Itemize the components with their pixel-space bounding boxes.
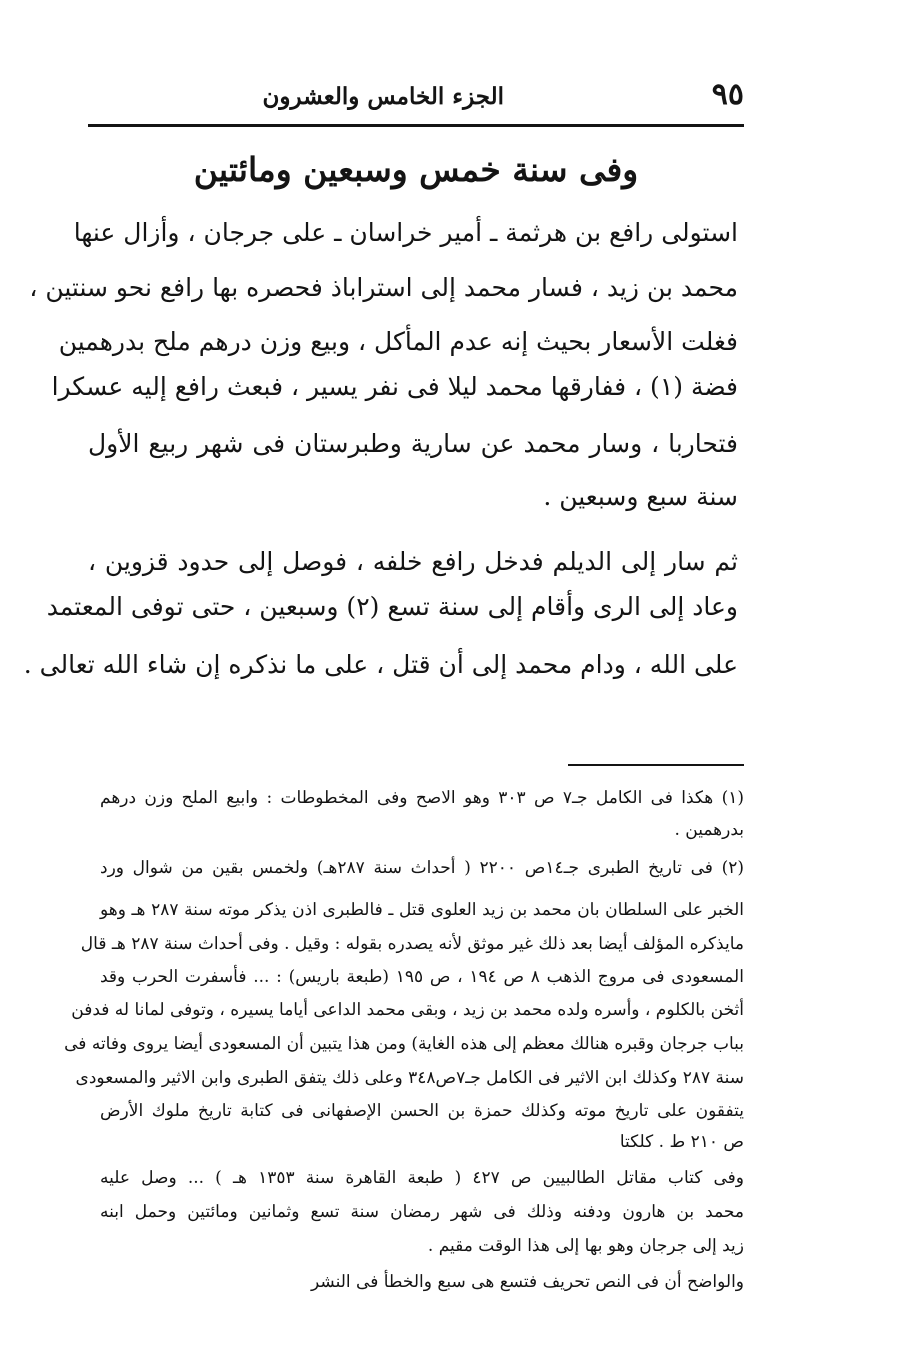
body-line: ثم سار إلى الديلم فدخل رافع خلفه ، فوصل إلى حدود قزوين ، [88,547,738,576]
footnote-line: سنة ٢٨٧ وكذلك ابن الاثير فى الكامل جـ٧ص٣٤٨ وعلى ذلك يتفق الطبرى وابن الاثير والمسعودى [75,1068,744,1088]
footnote-divider [568,764,744,766]
footnote-line: مايذكره المؤلف أيضا بعد ذلك غير موثق لأنه يصدره بقوله : وقيل . وفى أحداث سنة ٢٨٧ هـ قال [80,934,744,954]
page-header [88,78,744,118]
body-line: فضة (١) ، ففارقها محمد ليلا فى نفر يسير ، فبعث رافع إليه عسكرا [51,372,738,401]
running-title: الجزء الخامس والعشرون [262,83,504,110]
footnote-line: والواضح أن فى النص تحريف فتسع هى سبع والخطأ فى النشر [311,1272,744,1292]
body-line: على الله ، ودام محمد إلى أن قتل ، على ما نذكره إن شاء الله تعالى . [23,650,738,679]
footnote-line: المسعودى فى مروج الذهب ٨ ص ١٩٤ ، ص ١٩٥ (طبعة باريس) : ... فأسفرت الحرب وقد [100,967,744,987]
footnote-line: الخبر على السلطان بان محمد بن زيد العلوى قتل ـ فالطبرى اذن يذكر موته سنة ٢٨٧ هـ وهو [100,900,744,920]
body-line: محمد بن زيد ، فسار محمد إلى استراباذ فحصره بها رافع نحو سنتين ، [29,273,738,302]
footnote-line: زيد إلى جرجان وهو بها إلى هذا الوقت مقيم . [427,1236,744,1256]
footnote-line: (١) هكذا فى الكامل جـ٧ ص ٣٠٣ وهو الاصح وفى المخطوطات : وابيع الملح وزن درهم [100,788,744,808]
footnote-line: بدرهمين . [674,820,744,840]
page-number: ٩٥ [711,77,744,112]
footnote-line: وفى كتاب مقاتل الطالبيين ص ٤٢٧ ( طبعة القاهرة سنة ١٣٥٣ هـ ) ... وصل عليه [100,1168,744,1188]
footnote-line: (٢) فى تاريخ الطبرى جـ١٤ص ٢٢٠٠ ( أحداث سنة ٢٨٧هـ) ولخمس بقين من شوال ورد [100,858,744,878]
body-line: استولى رافع بن هرثمة ـ أمير خراسان ـ على جرجان ، وأزال عنها [73,218,738,247]
footnote-line: محمد بن هارون ودفنه وذلك فى شهر رمضان سنة تسع وثمانين ومائتين وحمل ابنه [100,1202,744,1222]
footnote-line: أثخن بالكلوم ، وأسره ولده محمد بن زيد ، وبقى محمد الداعى أياما يسيره ، وتوفى لمانا له فدفن [71,1000,744,1020]
body-line: وعاد إلى الرى وأقام إلى سنة تسع (٢) وسبعين ، حتى توفى المعتمد [46,592,738,621]
footnote-line: يتفقون على تاريخ موته وكذلك حمزة بن الحسن الإصفهانى فى كتابة تاريخ ملوك الأرض [100,1101,744,1121]
body-line: سنة سبع وسبعين . [543,482,738,511]
body-line: فغلت الأسعار بحيث إنه عدم المأكل ، وبيع وزن درهم ملح بدرهمين [58,327,738,356]
footnote-line: ص ٢١٠ ط . كلكتا [619,1132,744,1152]
footnote-line: بباب جرجان وقبره هنالك معظم إلى هذه الغاية) ومن هذا يتبين أن المسعودى أيضا يروى وفاته فى [64,1034,744,1054]
section-title: وفى سنة خمس وسبعين ومائتين [193,150,639,189]
header-divider [88,124,744,127]
body-line: فتحاربا ، وسار محمد عن سارية وطبرستان فى شهر ربيع الأول [88,429,738,458]
